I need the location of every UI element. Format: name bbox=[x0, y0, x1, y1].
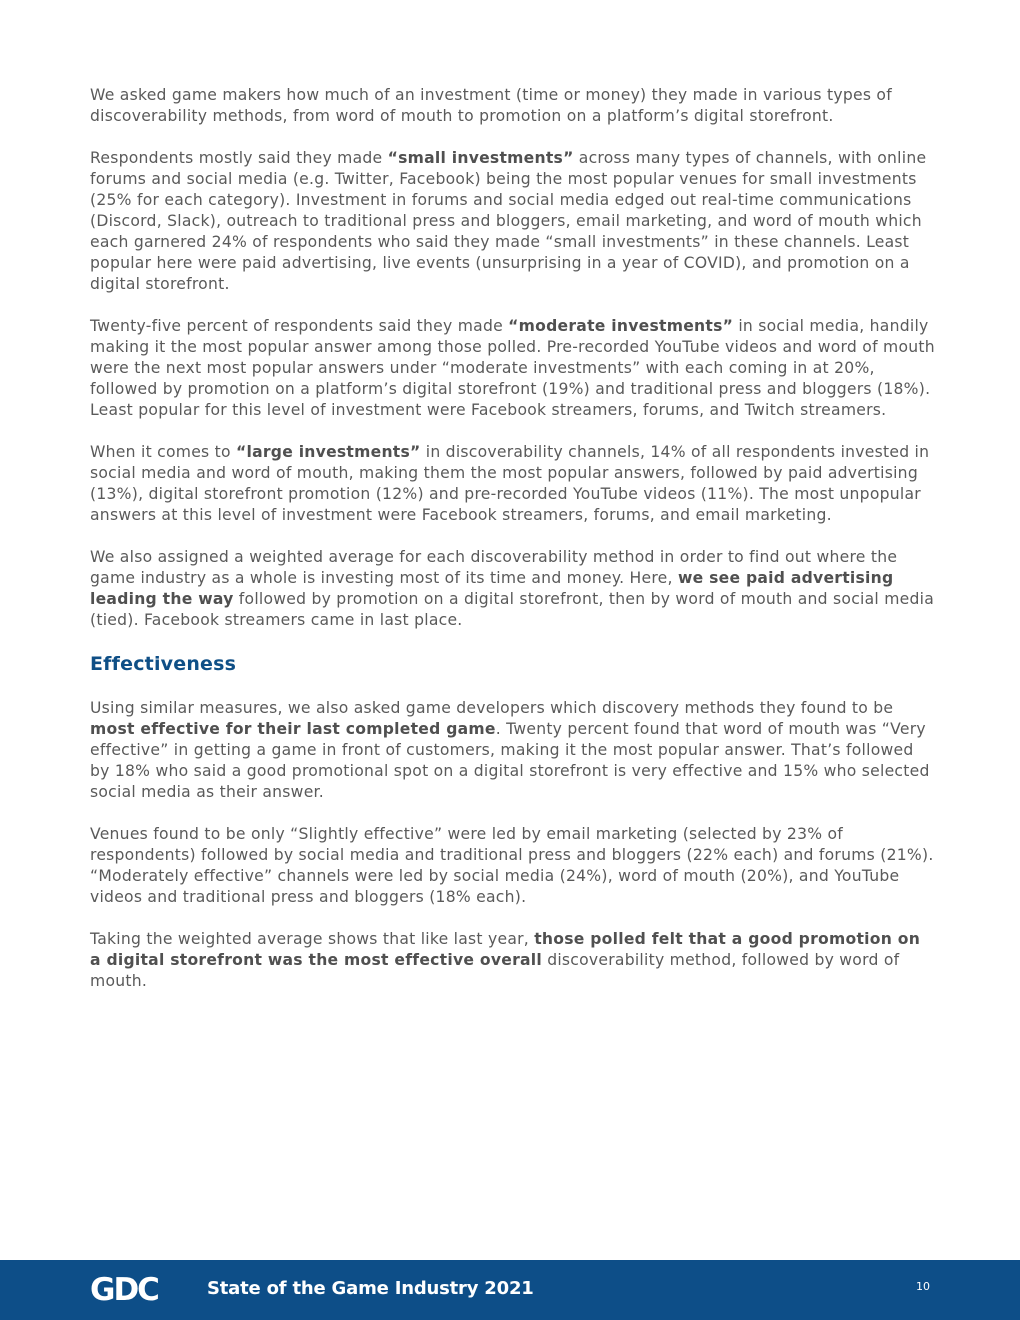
gdc-logo-text: GDC bbox=[90, 1272, 158, 1308]
paragraph-moderate-investments: Twenty-five percent of respondents said they made “moderate investments” in social media, handily making it the most popular answer among those polled. Pre-recorded YouTube videos and word of mouth were the next most popular answers under “moderate investments” with each coming in at 20%, followed by promotion on a platform’s digital storefront (19%) and traditional press and bloggers (18%). Least popular for this level of investment were Facebook streamers, forums, and Twitch streamers. bbox=[90, 317, 935, 419]
emphasis-most-effective: most effective for their last completed game bbox=[90, 720, 496, 738]
paragraph-effectiveness: Using similar measures, we also asked game developers which discovery methods they found to be most effective for their last completed game. Twenty percent found that word of mouth was “Very effective” in getting a game in front of customers, making it the most popular answer. That’s followed by 18% who said a good promotional spot on a digital storefront is very effective and 15% who selected social media as their answer. bbox=[90, 699, 930, 801]
article-body bbox=[90, 85, 935, 1013]
emphasis-large-investments: “large investments” bbox=[235, 443, 421, 461]
emphasis-small-investments: “small investments” bbox=[387, 149, 574, 167]
page-footer bbox=[0, 1260, 1020, 1320]
paragraph-large-investments: When it comes to “large investments” in discoverability channels, 14% of all respondents invested in social media and word of mouth, making them the most popular answers, followed by paid advertising (13%), digital storefront promotion (12%) and pre-recorded YouTube videos (11%). The most unpopular answers at this level of investment were Facebook streamers, forums, and email marketing. bbox=[90, 443, 930, 524]
paragraph-intro: We asked game makers how much of an investment (time or money) they made in various types of discoverability methods, from word of mouth to promotion on a platform’s digital storefront. bbox=[90, 86, 892, 125]
gdc-logo bbox=[90, 1274, 178, 1306]
paragraph-weighted-average: We also assigned a weighted average for each discoverability method in order to find out where the game industry as a whole is investing most of its time and money. Here, we see paid advertising leading the way followed by promotion on a digital storefront, then by word of mouth and social media (tied). Facebook streamers came in last place. bbox=[90, 548, 935, 629]
emphasis-moderate-investments: “moderate investments” bbox=[508, 317, 734, 335]
section-heading-effectiveness: Effectiveness bbox=[90, 653, 237, 675]
emphasis-digital-storefront: those polled felt that a good promotion on a digital storefront was the most effective overall bbox=[90, 930, 921, 969]
paragraph-slightly-effective: Venues found to be only “Slightly effective” were led by email marketing (selected by 23% of respondents) followed by social media and traditional press and bloggers (22% each) and forums (21%). “Moderately effective” channels were led by social media (24%), word of mouth (20%), and YouTube videos and traditional press and bloggers (18% each). bbox=[90, 825, 934, 906]
paragraph-weighted-effectiveness: Taking the weighted average shows that like last year, those polled felt that a good promotion on a digital storefront was the most effective overall discoverability method, followed by word of mouth. bbox=[90, 930, 921, 990]
emphasis-paid-advertising: we see paid advertising leading the way bbox=[90, 569, 894, 608]
paragraph-small-investments: Respondents mostly said they made “small investments” across many types of channels, with online forums and social media (e.g. Twitter, Facebook) being the most popular venues for small investments (25% for each category). Investment in forums and social media edged out real-time communications (Discord, Slack), outreach to traditional press and bloggers, email marketing, and word of mouth which each garnered 24% of respondents who said they made “small investments” in these channels. Least popular here were paid advertising, live events (unsurprising in a year of COVID), and promotion on a digital storefront. bbox=[90, 149, 927, 293]
report-title: State of the Game Industry 2021 bbox=[207, 1278, 534, 1299]
page-number: 10 bbox=[916, 1280, 930, 1293]
